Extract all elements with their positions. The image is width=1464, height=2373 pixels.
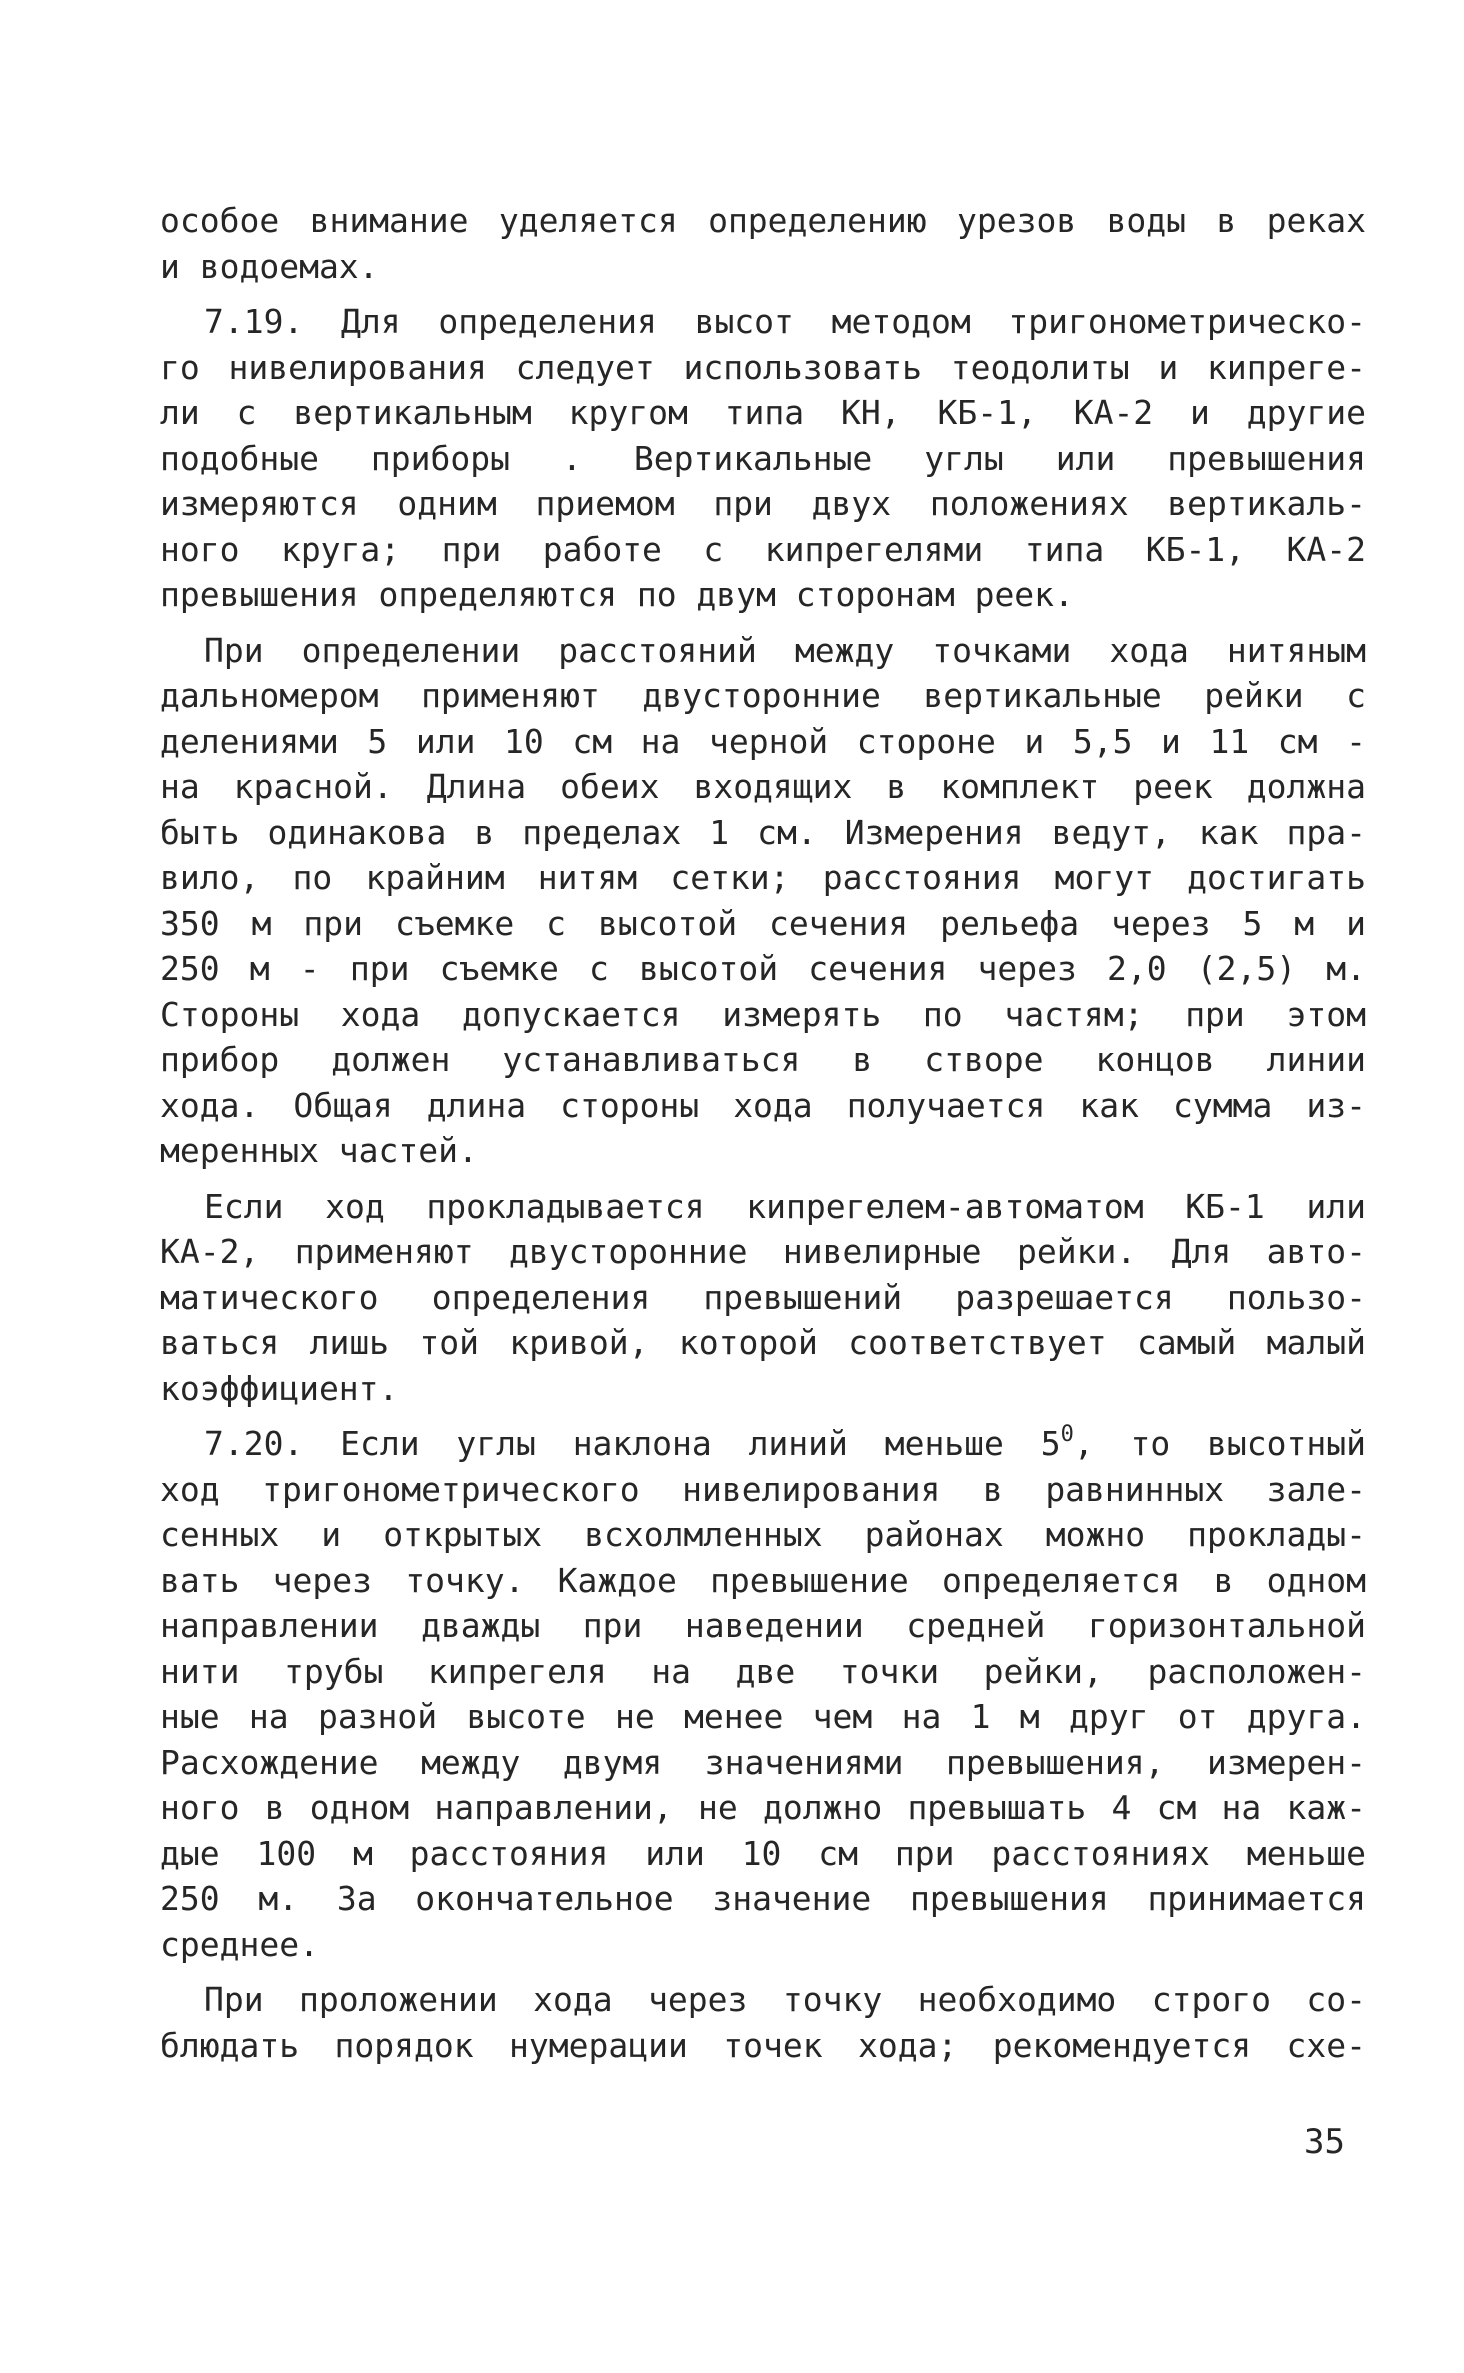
text-line: ного круга; при работе с кипрегелями типа КБ-1, КА-2 bbox=[160, 529, 1366, 569]
text-line: сенных и открытых всхолмленных районах можно проклады- bbox=[160, 1515, 1366, 1554]
text-line: измеряются одним приемом при двух положениях вертикаль- bbox=[160, 484, 1366, 523]
line-text: 7.20. Если углы наклона линий меньше 5 bbox=[204, 1424, 1061, 1463]
text-line: матического определения превышений разрешается пользо- bbox=[160, 1277, 1366, 1317]
text-line: При проложении хода через точку необходимо строго со- bbox=[204, 1980, 1366, 2019]
text-line: 250 м. За окончательное значение превышения принимается bbox=[160, 1879, 1366, 1918]
paragraph-numbering bbox=[160, 1977, 1366, 2068]
text-line: хода. Общая длина стороны хода получается как сумма из- bbox=[160, 1085, 1366, 1125]
text-line: быть одинакова в пределах 1 см. Измерения ведут, как пра- bbox=[160, 812, 1366, 852]
text-line: дальномером применяют двусторонние вертикальные рейки с bbox=[160, 676, 1366, 715]
text-line: 7.19. Для определения высот методом тригонометрическо- bbox=[204, 302, 1366, 341]
line-text: , то высотный bbox=[1073, 1424, 1366, 1463]
text-line: направлении дважды при наведении средней горизонтальной bbox=[160, 1606, 1366, 1645]
text-line: 350 м при съемке с высотой сечения рельефа через 5 м и bbox=[160, 903, 1366, 943]
text-line: особое внимание уделяется определению урезов воды в реках bbox=[160, 201, 1366, 240]
text-line: прибор должен устанавливаться в створе концов линии bbox=[160, 1040, 1366, 1079]
text-line: Расхождение между двумя значениями превышения, измерен- bbox=[160, 1742, 1366, 1782]
text-line: блюдать порядок нумерации точек хода; рекомендуется схе- bbox=[160, 2025, 1366, 2065]
body-text bbox=[160, 198, 1366, 2078]
text-line: делениями 5 или 10 см на черной стороне и 5,5 и 11 см - bbox=[160, 721, 1366, 761]
degree-superscript: 0 bbox=[1060, 1422, 1074, 1447]
text-line: вило, по крайним нитям сетки; расстояния могут достигать bbox=[160, 858, 1366, 897]
text-line: го нивелирования следует использовать теодолиты и кипрегe- bbox=[160, 347, 1366, 387]
text-line: ли с вертикальным кругом типа КН, КБ-1, КА-2 и другие bbox=[160, 393, 1366, 432]
text-line: ные на разной высоте не менее чем на 1 м друг от друга. bbox=[160, 1697, 1366, 1736]
text-line: ход тригонометрического нивелирования в равнинных зале- bbox=[160, 1469, 1366, 1509]
text-line: ного в одном направлении, не должно превышать 4 см на каж- bbox=[160, 1788, 1366, 1827]
text-line: среднее. bbox=[160, 1924, 319, 1964]
paragraph-automatic bbox=[160, 1184, 1366, 1412]
text-line: 250 м - при съемке с высотой сечения через 2,0 (2,5) м. bbox=[160, 949, 1366, 988]
text-line: меренных частей. bbox=[160, 1131, 478, 1170]
text-line bbox=[160, 1421, 1366, 1467]
text-line: на красной. Длина обеих входящих в комплект реек должна bbox=[160, 767, 1366, 806]
text-line: подобные приборы . Вертикальные углы или превышения bbox=[160, 438, 1366, 478]
paragraph-7-20 bbox=[160, 1421, 1366, 1967]
page-number: 35 bbox=[1304, 2122, 1345, 2162]
text-line: вать через точку. Каждое превышение определяется в одном bbox=[160, 1560, 1366, 1600]
text-line: ваться лишь той кривой, которой соответствует самый малый bbox=[160, 1323, 1366, 1362]
text-line: коэффициент. bbox=[160, 1368, 399, 1408]
text-line: дые 100 м расстояния или 10 см при расстояниях меньше bbox=[160, 1833, 1366, 1873]
text-line: Стороны хода допускается измерять по частям; при этом bbox=[160, 994, 1366, 1034]
text-line: нити трубы кипрегеля на две точки рейки, расположен- bbox=[160, 1651, 1366, 1691]
paragraph-1 bbox=[160, 198, 1366, 289]
paragraph-distances bbox=[160, 628, 1366, 1174]
text-line: и водоемах. bbox=[160, 246, 379, 286]
text-line: При определении расстояний между точками хода нитяным bbox=[204, 630, 1366, 670]
text-line: Если ход прокладывается кипрегелем-автоматом КБ-1 или bbox=[204, 1186, 1366, 1226]
text-line: превышения определяются по двум сторонам реек. bbox=[160, 575, 1074, 614]
text-line: КА-2, применяют двусторонние нивелирные рейки. Для авто- bbox=[160, 1232, 1366, 1271]
paragraph-7-19 bbox=[160, 299, 1366, 618]
